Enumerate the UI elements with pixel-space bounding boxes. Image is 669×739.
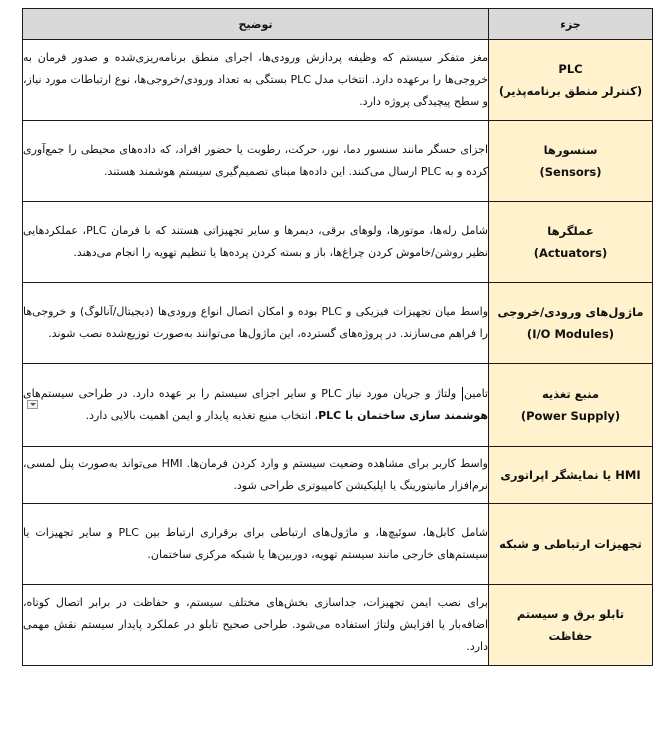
part-cell-network bbox=[489, 504, 653, 585]
part-name: سنسورها bbox=[543, 143, 598, 157]
part-name: PLC bbox=[558, 62, 583, 76]
part-cell-power-supply bbox=[489, 364, 653, 447]
description-cell: مغز متفکر سیستم که وظیفه پردازش ورودی‌ها، اجرای منطق برنامه‌ریزی‌شده و صدور فرمان به خروجی‌ها را برعهده دارد. انتخاب مدل PLC بستگی به تعداد ورودی/خروجی‌ها، نوع ارتباطات مورد نیاز، و سطح پیچیدگی پروژه دارد. bbox=[23, 40, 489, 121]
description-cell: شامل کابل‌ها، سوئیچ‌ها، و ماژول‌های ارتباطی برای برقراری ارتباط بین PLC و سایر تجهیزات یا سیستم‌های خارجی مانند سیستم تهویه، دوربین‌ها یا شبکه مرکزی ساختمان. bbox=[23, 504, 489, 585]
part-name-continued: حفاظت bbox=[548, 629, 593, 643]
part-name: منبع تغذیه bbox=[541, 387, 600, 401]
table-header-row bbox=[23, 9, 653, 40]
part-name: ماژول‌های ورودی/خروجی bbox=[497, 305, 644, 319]
part-subtitle: (Actuators) bbox=[533, 246, 608, 260]
part-subtitle: (Sensors) bbox=[539, 165, 602, 179]
part-name: عملگرها bbox=[547, 224, 594, 238]
description-text-end: ، انتخاب منبع تغذیه پایدار و ایمن اهمیت بالایی دارد. bbox=[85, 409, 319, 422]
header-description: توضیح bbox=[23, 9, 489, 40]
table-row bbox=[23, 283, 653, 364]
description-text: ولتاژ و جریان مورد نیاز PLC و سایر اجزای سیستم را بر عهده دارد. در طراحی سیستم‌های bbox=[23, 387, 461, 400]
part-subtitle: (I/O Modules) bbox=[526, 327, 615, 341]
table-row bbox=[23, 364, 653, 447]
description-cell: واسط میان تجهیزات فیزیکی و PLC بوده و امکان اتصال انواع ورودی‌ها (دیجیتال/آنالوگ) و خروجی‌ها را فراهم می‌سازند. در پروژه‌های گسترده، این ماژول‌ها می‌توانند به‌صورت توزیع‌شده نصب شوند. bbox=[23, 283, 489, 364]
description-cell: برای نصب ایمن تجهیزات، جداسازی بخش‌های مختلف سیستم، و حفاظت در برابر اتصال کوتاه، اضافه‌بار یا افزایش ولتاژ استفاده می‌شود. طراحی صحیح تابلو در عملکرد پایدار سیستم نقش مهمی دارد. bbox=[23, 585, 489, 666]
description-cell: اجزای حسگر مانند سنسور دما، نور، حرکت، رطوبت یا حضور افراد، که داده‌های محیطی را جمع‌آوری کرده و به PLC ارسال می‌کنند. این داده‌ها مبنای تصمیم‌گیری سیستم هوشمند هستند. bbox=[23, 121, 489, 202]
table-row bbox=[23, 585, 653, 666]
description-text-start: تامین bbox=[464, 387, 488, 400]
description-cell: واسط کاربر برای مشاهده وضعیت سیستم و وارد کردن فرمان‌ها. HMI می‌تواند به‌صورت پنل لمسی، نرم‌افزار مانیتورینگ یا اپلیکیشن کامپیوتری طراحی شود. bbox=[23, 447, 489, 504]
table-row bbox=[23, 447, 653, 504]
description-cell-editable[interactable] bbox=[23, 364, 489, 447]
plc-components-table bbox=[22, 8, 653, 666]
part-cell-io-modules bbox=[489, 283, 653, 364]
part-name: تابلو برق و سیستم bbox=[516, 607, 625, 621]
part-name: تجهیزات ارتباطی و شبکه bbox=[499, 537, 642, 551]
part-name: HMI یا نمایشگر اپراتوری bbox=[500, 468, 641, 482]
table-row bbox=[23, 202, 653, 283]
description-bold-text: هوشمند سازی ساختمان با PLC bbox=[318, 409, 488, 422]
part-cell-sensors bbox=[489, 121, 653, 202]
table-row bbox=[23, 40, 653, 121]
part-subtitle: (Power Supply) bbox=[520, 409, 621, 423]
table-row bbox=[23, 121, 653, 202]
part-cell-hmi bbox=[489, 447, 653, 504]
dropdown-arrow-icon[interactable] bbox=[27, 400, 38, 409]
table-row bbox=[23, 504, 653, 585]
description-cell: شامل رله‌ها، موتورها، ولوهای برقی، دیمرها و سایر تجهیزاتی هستند که با فرمان PLC، عملکردهایی نظیر روشن/خاموش کردن چراغ‌ها، باز و بسته کردن پرده‌ها یا تنظیم تهویه را انجام می‌دهند. bbox=[23, 202, 489, 283]
header-part: جزء bbox=[489, 9, 653, 40]
part-cell-plc bbox=[489, 40, 653, 121]
text-cursor bbox=[462, 387, 463, 401]
part-subtitle: (کنترلر منطق برنامه‌پذیر) bbox=[498, 84, 643, 98]
part-cell-panel-protection bbox=[489, 585, 653, 666]
part-cell-actuators bbox=[489, 202, 653, 283]
document-page bbox=[22, 8, 652, 724]
